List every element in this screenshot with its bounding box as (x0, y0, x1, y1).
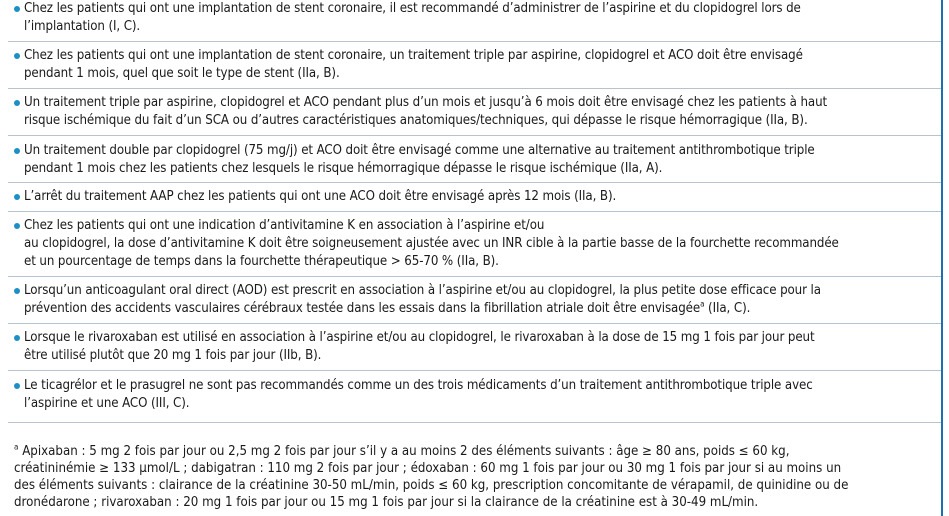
row-divider (8, 88, 941, 89)
recommendation-line: pendant 1 mois chez les patients chez lesquels le risque hémorragique dépasse le risque ischémique (IIa, A). (24, 161, 663, 176)
recommendation-line: être utilisé plutôt que 20 mg 1 fois par jour (IIb, B). (24, 348, 322, 363)
recommendation-line: Lorsqu’un anticoagulant oral direct (AOD) est prescrit en association à l’aspirine et/ou au clopidogrel, la plus petite dose efficace pour la (24, 283, 821, 298)
bullet-icon (14, 194, 20, 200)
recommendation-line: l’implantation (I, C). (24, 19, 141, 34)
row-divider (8, 370, 941, 371)
bullet-icon (14, 148, 20, 154)
recommendation-item (14, 94, 939, 130)
recommendation-item (14, 282, 939, 318)
recommendation-text: prévention des accidents vasculaires cérébraux testée dans les essais dans la fibrillation atriale doit être envisagée (24, 301, 701, 316)
row-divider (8, 422, 941, 423)
bullet-icon (14, 6, 20, 12)
recommendation-item (14, 188, 939, 206)
row-divider (8, 135, 941, 136)
row-divider (8, 211, 941, 212)
row-divider (8, 276, 941, 277)
bullet-icon (14, 335, 20, 341)
recommendation-line: l’aspirine et une ACO (III, C). (24, 396, 190, 411)
footnote-marker: a (700, 299, 705, 309)
recommendation-text: (IIa, C). (704, 301, 751, 316)
recommendation-item (14, 0, 939, 36)
bullet-icon (14, 383, 20, 389)
recommendation-line: au clopidogrel, la dose d’antivitamine K doit être soigneusement ajustée avec un INR cible à la partie basse de la fourchette recommandée (24, 236, 839, 251)
recommendation-item (14, 329, 939, 365)
bullet-icon (14, 223, 20, 229)
footnote-line (14, 443, 939, 460)
recommendation-item (14, 142, 939, 178)
recommendation-line: L’arrêt du traitement AAP chez les patients qui ont une ACO doit être envisagé après 12 mois (IIa, B). (24, 189, 617, 204)
row-divider (8, 323, 941, 324)
footnote-line: des éléments suivants : clairance de la créatinine 30-50 mL/min, poids ≤ 60 kg, prescription concomitante de vérapamil, de quinidine ou de (14, 478, 849, 493)
footnote (14, 443, 939, 511)
recommendation-line: Chez les patients qui ont une indication d’antivitamine K en association à l’aspirine et/ou (24, 218, 545, 233)
row-divider (8, 182, 941, 183)
footnote-marker: a (14, 442, 19, 452)
recommendation-line: Un traitement triple par aspirine, clopidogrel et ACO pendant plus d’un mois et jusqu’à 6 mois doit être envisagé chez les patients à haut (24, 95, 828, 110)
table-border (941, 0, 943, 516)
recommendation-line (14, 300, 939, 318)
recommendation-line: Chez les patients qui ont une implantation de stent coronaire, un traitement triple par aspirine, clopidogrel et ACO doit être envisagé (24, 48, 803, 63)
recommendation-line: risque ischémique du fait d’un SCA ou d’autres caractéristiques anatomiques/techniques, qui dépasse le risque hémorragique (IIa, B). (24, 113, 808, 128)
recommendation-item (14, 217, 939, 271)
recommendation-item (14, 47, 939, 83)
recommendation-line: pendant 1 mois, quel que soit le type de stent (IIa, B). (24, 66, 340, 81)
footnote-line: dronédarone ; rivaroxaban : 20 mg 1 fois par jour ou 15 mg 1 fois par jour si la clairance de la créatinine est à 30-49 mL/min. (14, 495, 759, 510)
recommendation-line: Le ticagrélor et le prasugrel ne sont pas recommandés comme un des trois médicaments d’un traitement antithrombotique triple avec (24, 378, 813, 393)
recommendation-item (14, 377, 939, 413)
recommendation-line: Un traitement double par clopidogrel (75 mg/j) et ACO doit être envisagé comme une alternative au traitement antithrombotique triple (24, 143, 815, 158)
footnote-line: créatininémie ≥ 133 μmol/L ; dabigatran : 110 mg 2 fois par jour ; édoxaban : 60 mg 1 fois par jour ou 30 mg 1 fois par jour si au moins un (14, 461, 842, 476)
recommendation-line: et un pourcentage de temps dans la fourchette thérapeutique > 65-70 % (IIa, B). (24, 254, 499, 269)
bullet-icon (14, 53, 20, 59)
recommendation-line: Chez les patients qui ont une implantation de stent coronaire, il est recommandé d’administrer de l’aspirine et du clopidogrel lors de (24, 1, 801, 16)
bullet-icon (14, 100, 20, 106)
footnote-text: Apixaban : 5 mg 2 fois par jour ou 2,5 mg 2 fois par jour s’il y a au moins 2 des éléments suivants : âge ≥ 80 ans, poids ≤ 60 kg, (18, 444, 790, 459)
recommendation-line: Lorsque le rivaroxaban est utilisé en association à l’aspirine et/ou au clopidogrel, le rivaroxaban à la dose de 15 mg 1 fois par jour peut (24, 330, 815, 345)
row-divider (8, 41, 941, 42)
bullet-icon (14, 288, 20, 294)
